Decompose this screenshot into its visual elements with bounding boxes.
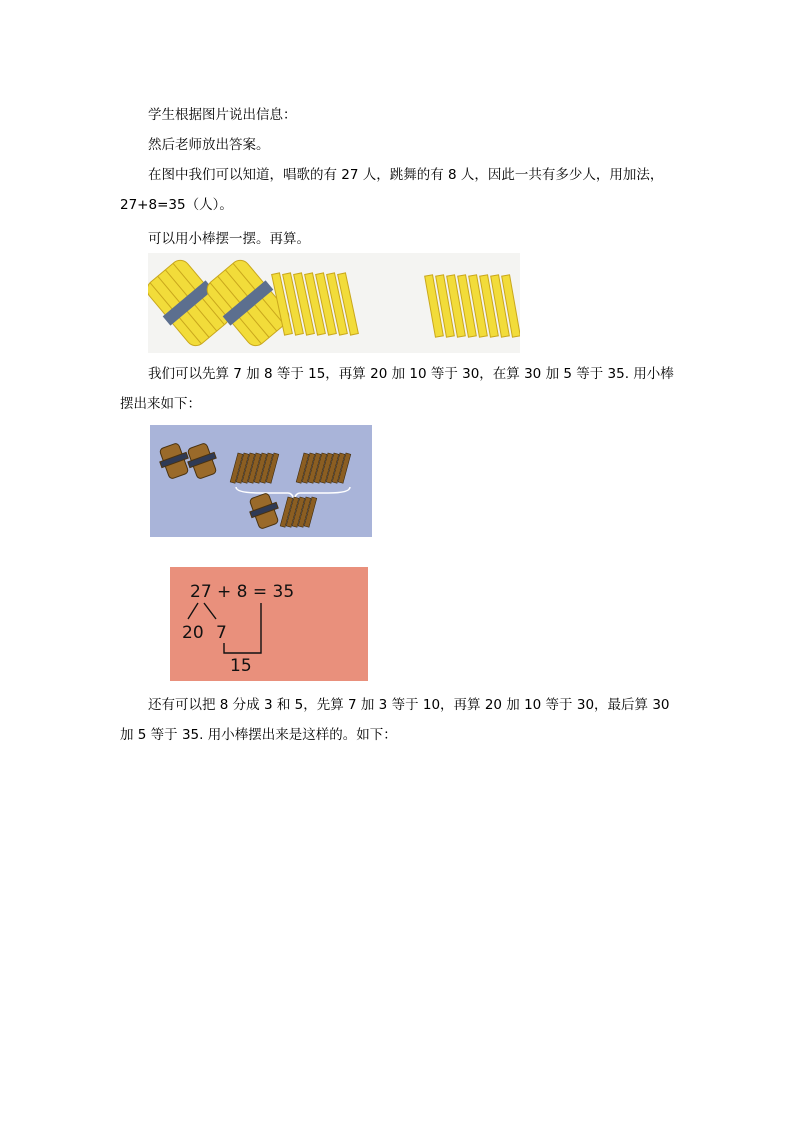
paragraph-3: 在图中我们可以知道，唱歌的有 27 人，跳舞的有 8 人，因此一共有多少人，用加法，27+8=35（人）。 (120, 167, 664, 213)
partial-sum-15: 15 (230, 656, 252, 676)
sticks-figure-1 (148, 253, 520, 353)
split-7: 7 (216, 623, 227, 643)
paragraph-6: 还有可以把 8 分成 3 和 5，先算 7 加 3 等于 10，再算 20 加 10 等于 30，最后算 30 加 5 等于 35. 用小棒摆出来是这样的。如下： (120, 697, 670, 743)
equation-text: 27 + 8 = 35 (190, 582, 295, 602)
brown-sticks-7 (230, 453, 279, 483)
paragraph-1: 学生根据图片说出信息： (148, 107, 297, 123)
split-20: 20 (182, 623, 204, 643)
paragraph-4: 可以用小棒摆一摆。再算。 (148, 231, 310, 247)
paragraph-5: 我们可以先算 7 加 8 等于 15，再算 20 加 10 等于 30，在算 30 加 5 等于 35. 用小棒摆出来如下： (120, 366, 674, 412)
paragraph-2: 然后老师放出答案。 (148, 137, 270, 153)
sticks-figure-2 (150, 425, 372, 537)
equation-card (170, 567, 368, 681)
